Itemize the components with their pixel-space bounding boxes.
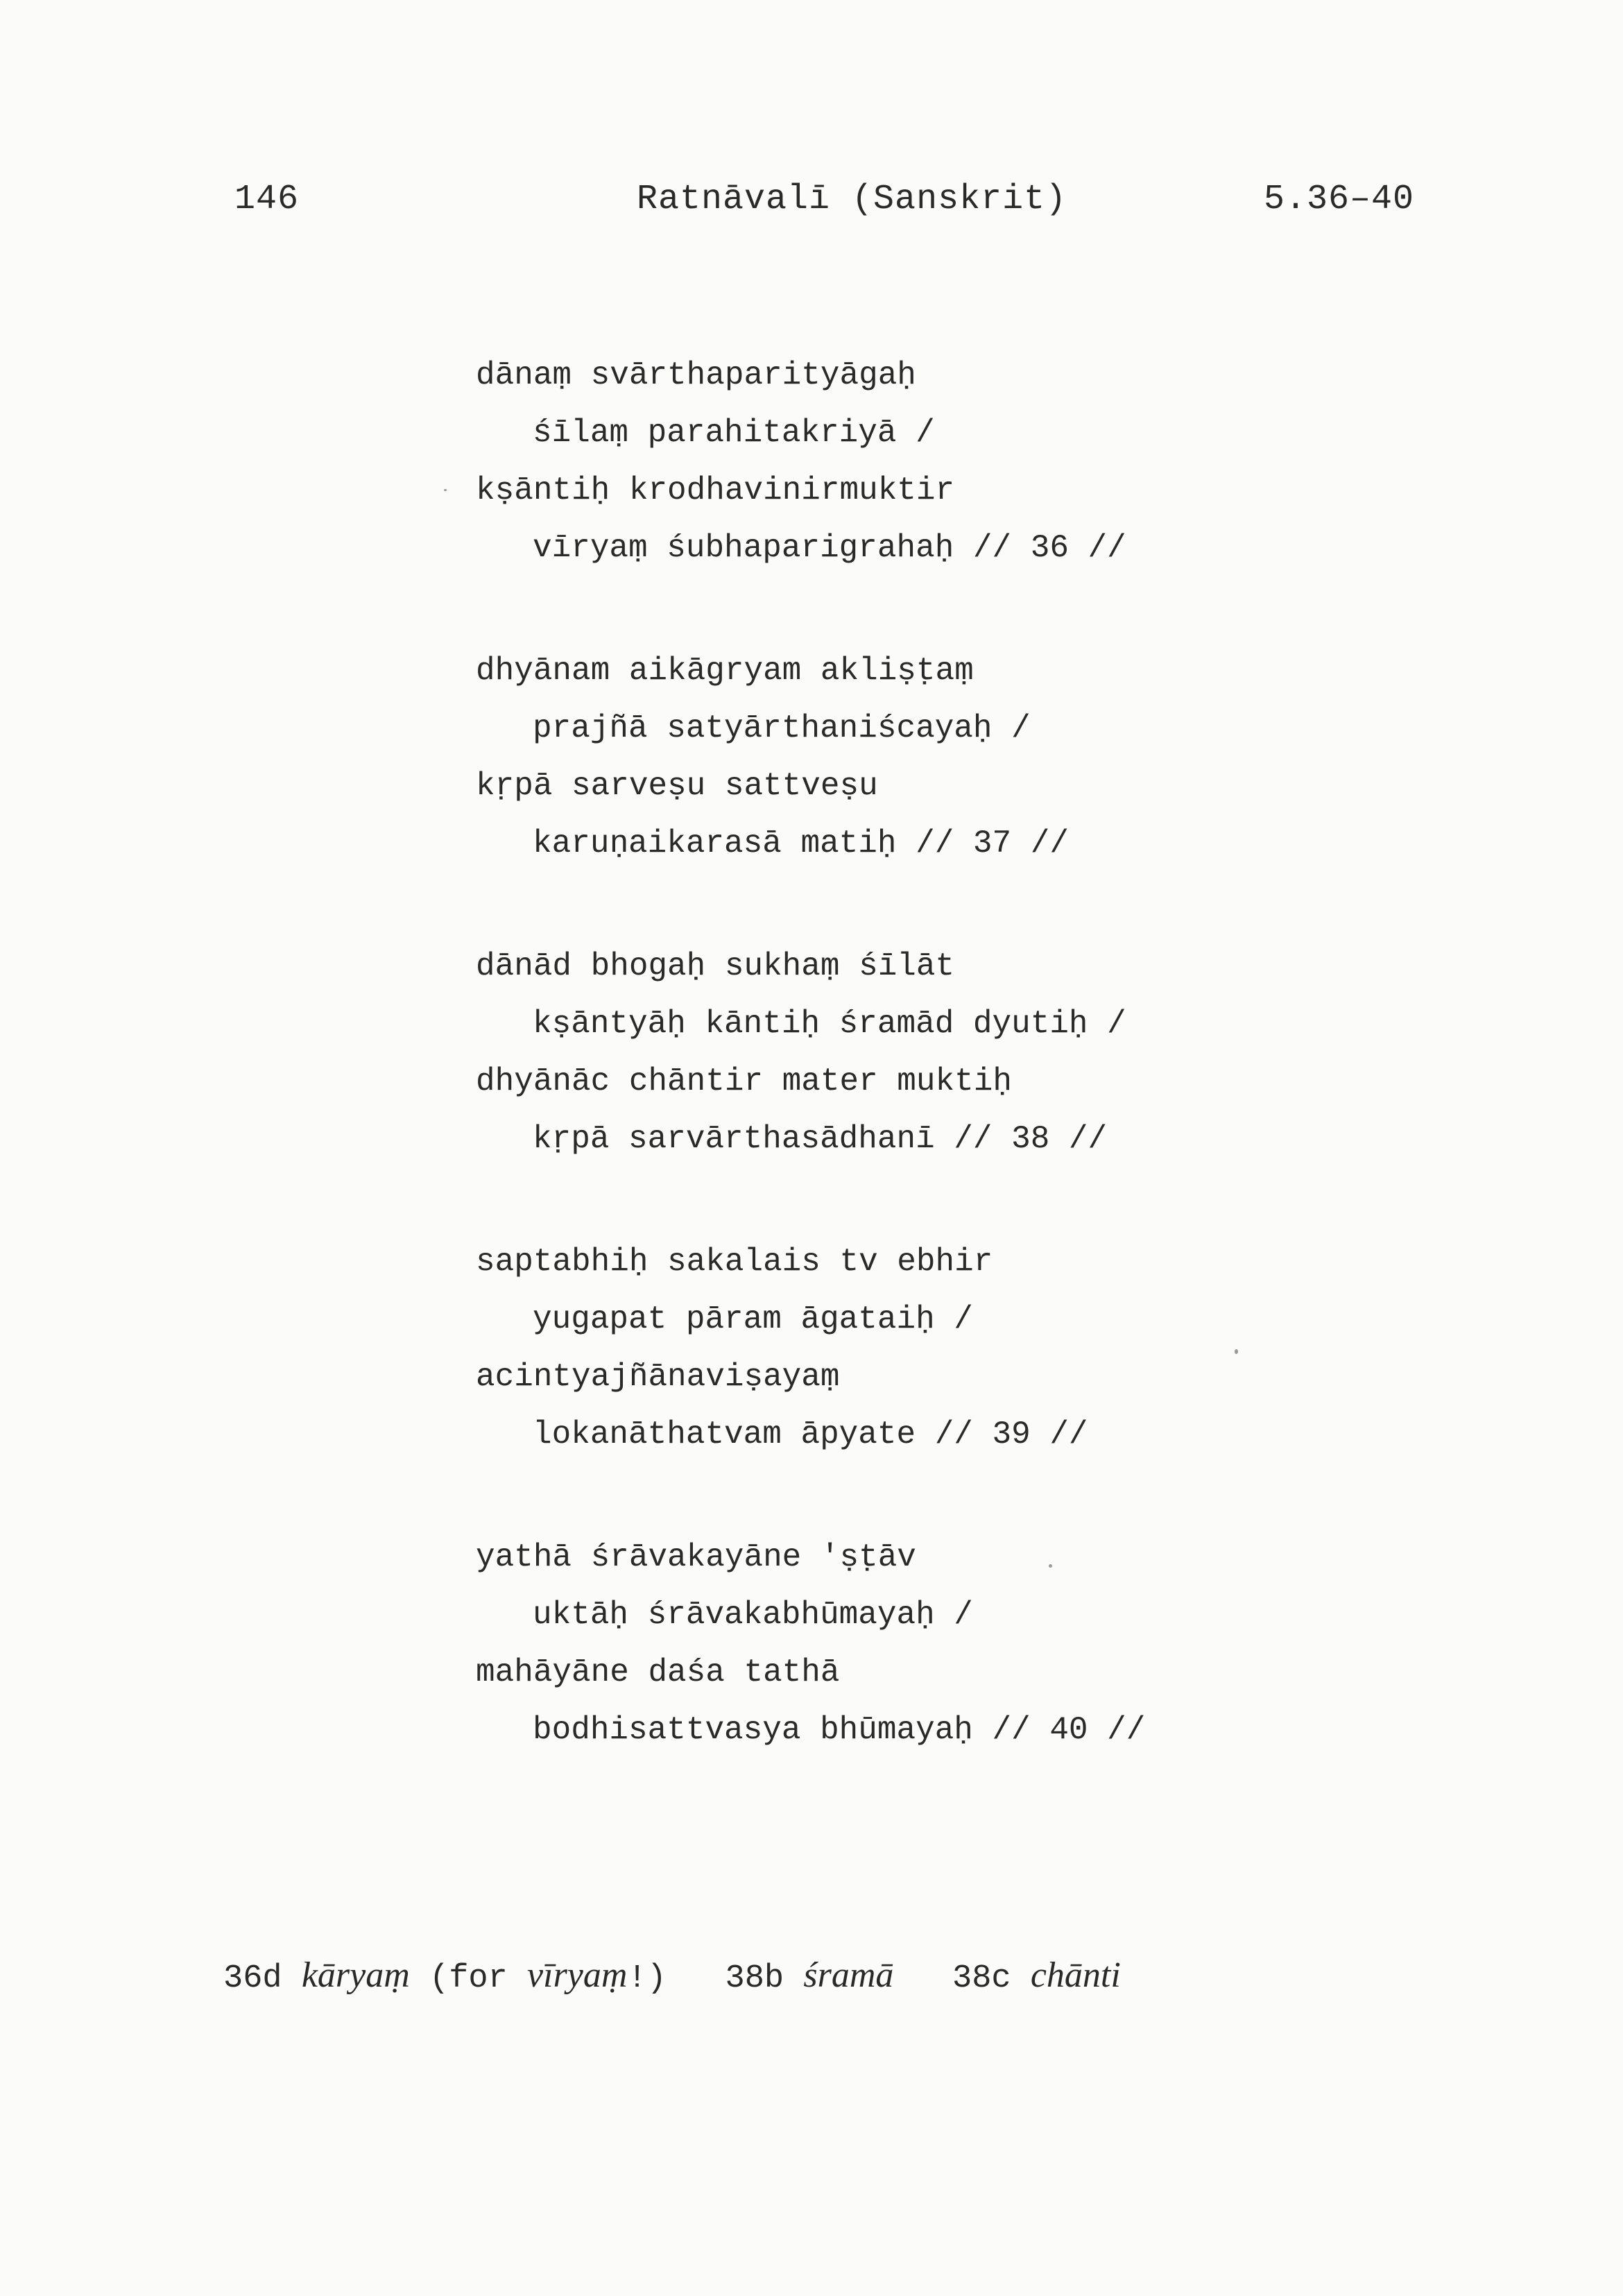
verse-line: kṛpā sarvārthasādhanī // 38 //: [533, 1121, 1108, 1157]
section-reference: 5.36–40: [1264, 180, 1415, 219]
verses-block: [476, 347, 1377, 1824]
verse-line: dānād bhogaḥ sukhaṃ śīlāt: [476, 948, 955, 984]
verse-39: [476, 1233, 1377, 1464]
verse-40: [476, 1529, 1377, 1759]
footnote-reading: kāryaṃ: [301, 1955, 410, 1995]
verse-line: yathā śrāvakayāne 'ṣṭāv: [476, 1539, 916, 1575]
verse-37: [476, 642, 1377, 873]
verse-38: [476, 938, 1377, 1168]
paper-speck: [444, 489, 447, 491]
verse-line: dānaṃ svārthaparityāgaḥ: [476, 357, 916, 393]
verse-line: karuṇaikarasā matiḥ // 37 //: [533, 825, 1069, 862]
verse-line: dhyānam aikāgryam akliṣṭaṃ: [476, 653, 974, 689]
footnote-note-open: (for: [429, 1960, 528, 1997]
footnote-ref: 38b: [725, 1960, 784, 1997]
verse-line: kṣāntyāḥ kāntiḥ śramād dyutiḥ /: [533, 1006, 1126, 1042]
verse-line: śīlaṃ parahitakriyā /: [533, 415, 935, 451]
paper-speck: [1235, 1349, 1238, 1354]
verse-line: dhyānāc chāntir mater muktiḥ: [476, 1063, 1012, 1099]
verse-line: saptabhiḥ sakalais tv ebhir: [476, 1244, 993, 1280]
verse-line: prajñā satyārthaniścayaḥ /: [533, 710, 1031, 746]
verse-line: acintyajñānaviṣayaṃ: [476, 1359, 840, 1395]
verse-line: uktāḥ śrāvakabhūmayaḥ /: [533, 1597, 973, 1633]
footnote-reading: śramā: [803, 1955, 894, 1995]
verse-line: mahāyāne daśa tathā: [476, 1654, 840, 1690]
verse-line: yugapat pāram āgataiḥ /: [533, 1301, 973, 1337]
verse-line: lokanāthatvam āpyate // 39 //: [533, 1416, 1088, 1453]
paper-speck: [1049, 1564, 1052, 1568]
footnote-note-reading: vīryaṃ: [527, 1955, 628, 1995]
verse-line: vīryaṃ śubhaparigrahaḥ // 36 //: [533, 530, 1126, 566]
verse-line: bodhisattvasya bhūmayaḥ // 40 //: [533, 1712, 1146, 1748]
verse-line: kṛpā sarveṣu sattveṣu: [476, 768, 878, 804]
footnotes: [223, 1955, 1121, 2000]
page-number: 146: [234, 180, 300, 219]
footnote-reading: chānti: [1030, 1955, 1121, 1995]
footnote-ref: 38c: [952, 1960, 1011, 1997]
verse-36: [476, 347, 1377, 577]
verse-line: kṣāntiḥ krodhavinirmuktir: [476, 472, 955, 508]
footnote-ref: 36d: [223, 1960, 282, 1997]
running-title: Ratnāvalī (Sanskrit): [637, 180, 1067, 219]
footnote-note-close: !): [627, 1960, 667, 1997]
